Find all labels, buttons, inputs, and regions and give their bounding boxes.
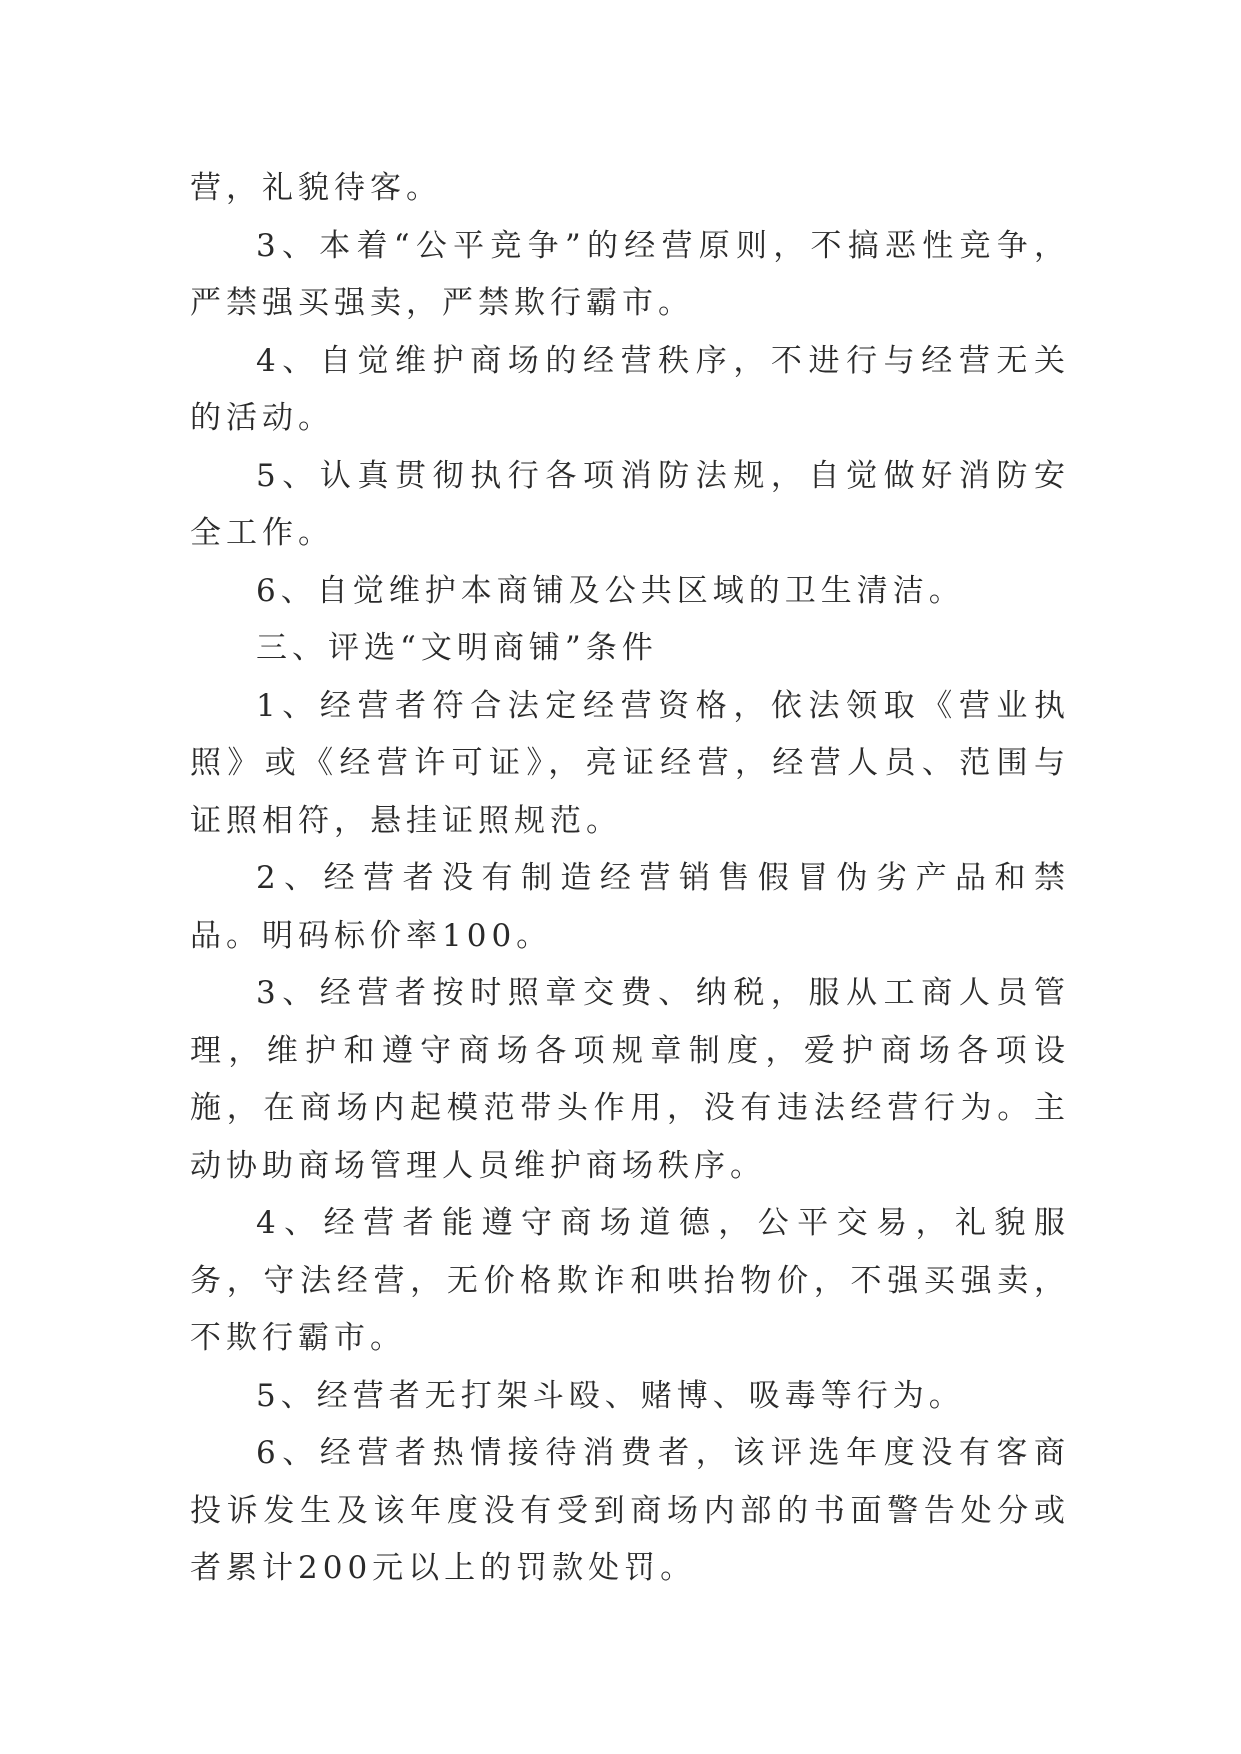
paragraph-continuation: 营，礼貌待客。 (190, 170, 442, 206)
paragraph-condition-5: 5、经营者无打架斗殴、赌博、吸毒等行为。 (256, 1377, 965, 1414)
paragraph-condition-6: 6、经营者热情接待消费者，该评选年度没有客商投诉发生及该年度没有受到商场内部的书面警告处分或者累计200元以上的罚款处罚。 (190, 1435, 1070, 1586)
paragraph-condition-3: 3、经营者按时照章交费、纳税，服从工商人员管理，维护和遵守商场各项规章制度，爱护商场各项设施，在商场内起模范带头作用，没有违法经营行为。主动协助商场管理人员维护商场秩序。 (190, 975, 1070, 1184)
paragraph-rule-3: 3、本着“公平竞争”的经营原则，不搞恶性竞争，严禁强买强卖，严禁欺行霸市。 (190, 227, 1070, 321)
paragraph-rule-6: 6、自觉维护本商铺及公共区域的卫生清洁。 (256, 572, 965, 609)
paragraph-condition-1: 1、经营者符合法定经营资格，依法领取《营业执照》或《经营许可证》，亮证经营，经营人员、范围与证照相符，悬挂证照规范。 (190, 687, 1070, 839)
paragraph-condition-4: 4、经营者能遵守商场道德，公平交易，礼貌服务，守法经营，无价格欺诈和哄抬物价，不强买强卖，不欺行霸市。 (190, 1205, 1070, 1356)
document-body (190, 160, 1070, 1598)
section-heading-3: 三、评选“文明商铺”条件 (256, 630, 658, 666)
paragraph-rule-5: 5、认真贯彻执行各项消防法规，自觉做好消防安全工作。 (190, 457, 1070, 551)
paragraph-condition-2: 2、经营者没有制造经营销售假冒伪劣产品和禁品。明码标价率100。 (190, 860, 1070, 954)
paragraph-rule-4: 4、自觉维护商场的经营秩序，不进行与经营无关的活动。 (190, 342, 1070, 436)
